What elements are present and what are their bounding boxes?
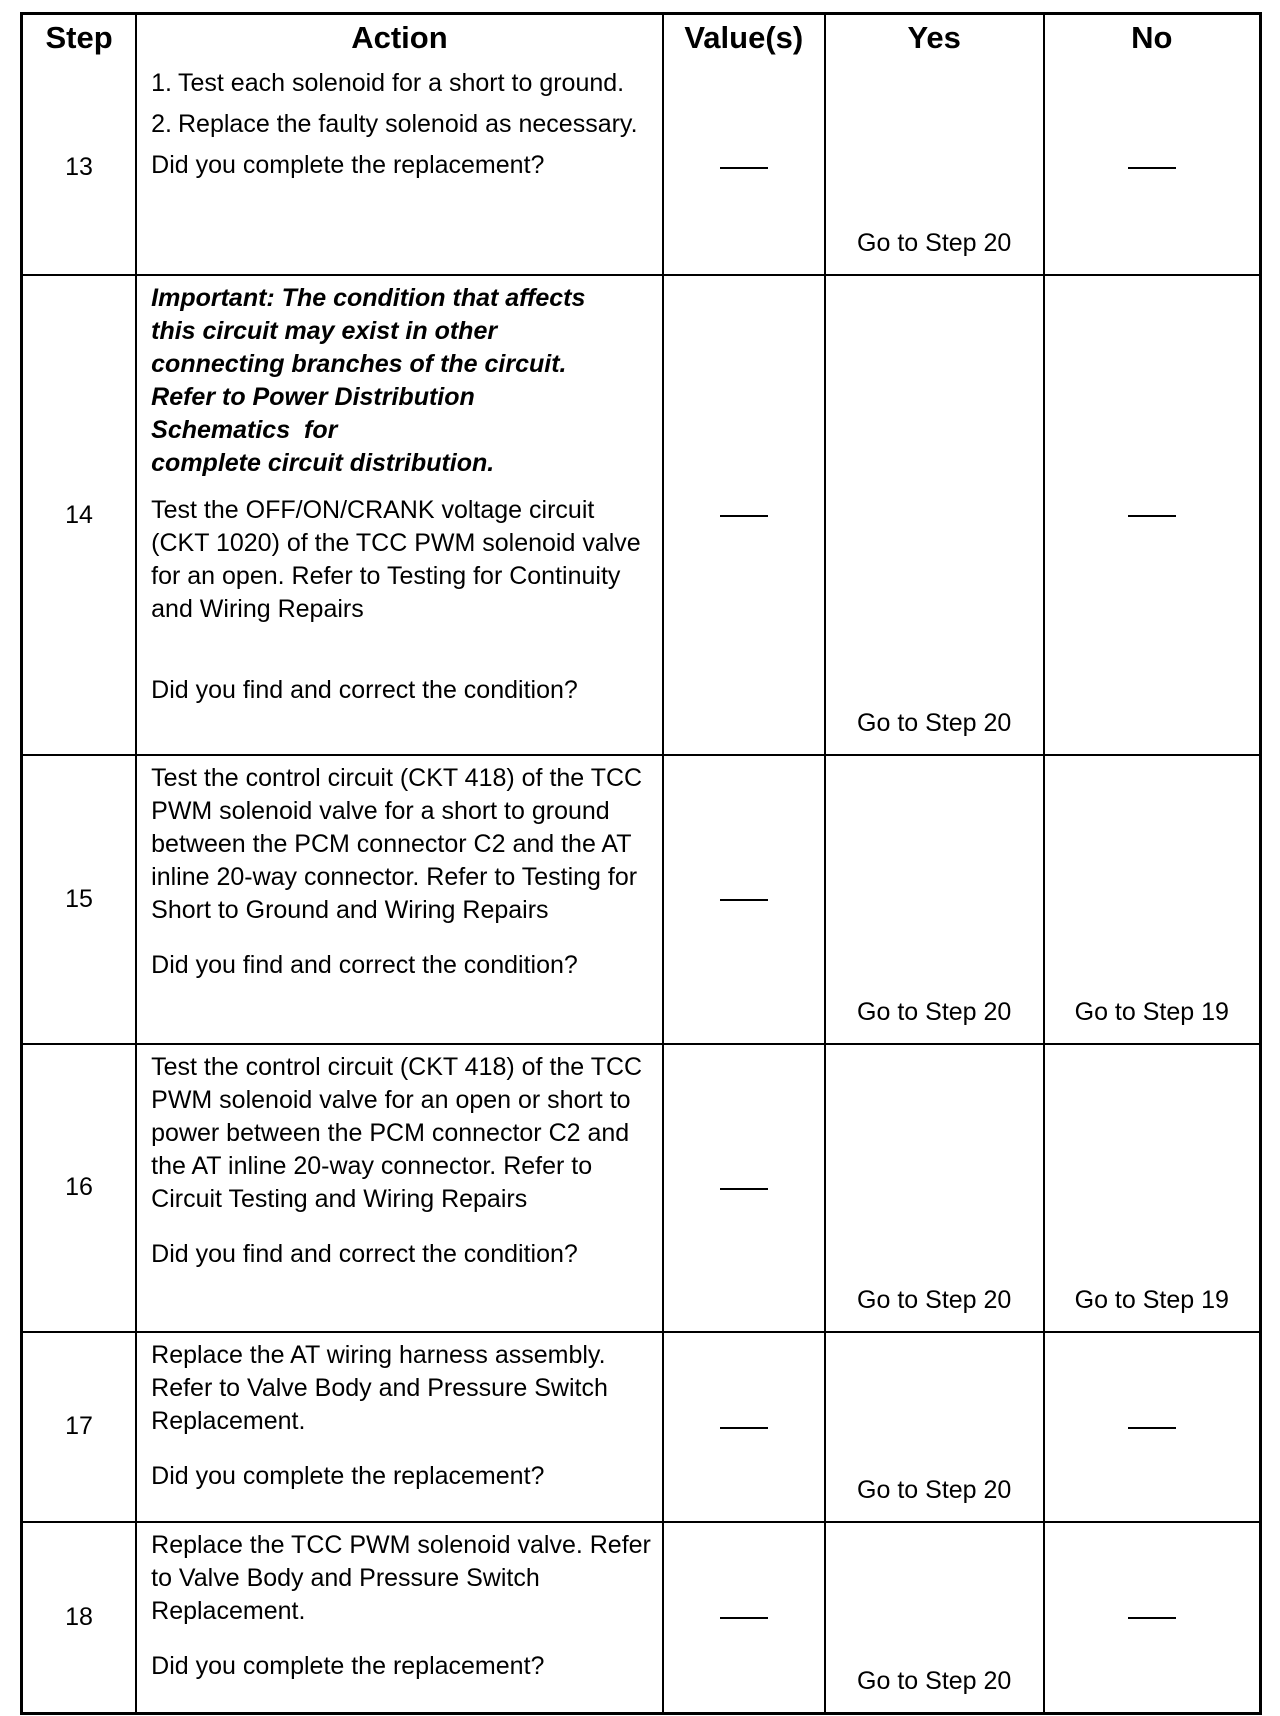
yes-cell: Go to Step 20 — [825, 755, 1044, 1043]
table-row — [23, 275, 1259, 755]
no-cell: Go to Step 19 — [1044, 1044, 1259, 1332]
dash-mark — [720, 515, 768, 517]
dash-mark — [720, 1427, 768, 1429]
header-yes: Yes — [825, 15, 1044, 61]
step-number: 15 — [23, 755, 136, 1043]
item-text: Test each solenoid for a short to ground. — [178, 69, 625, 97]
item-number: 1. — [151, 69, 172, 97]
dash-mark — [1128, 1427, 1176, 1429]
action-body: Replace the AT wiring harness assembly. Refer to Valve Body and Pressure Switch Replacement. — [151, 1340, 608, 1435]
value-cell — [663, 1044, 825, 1332]
action-body: Replace the TCC PWM solenoid valve. Refer to Valve Body and Pressure Switch Replacement. — [151, 1530, 651, 1625]
action-question: Did you find and correct the condition? — [151, 951, 578, 980]
dash-mark — [720, 1617, 768, 1619]
table-row — [23, 61, 1259, 275]
important-line: connecting branches of the circuit. — [151, 350, 567, 379]
dash-mark — [720, 167, 768, 169]
header-action: Action — [136, 15, 663, 61]
dash-mark — [1128, 515, 1176, 517]
important-line: Refer to Power Distribution — [151, 383, 475, 412]
action-body: Test the OFF/ON/CRANK voltage circuit (CKT 1020) of the TCC PWM solenoid valve for an open. Refer to Testing for Continuity and Wiring Repairs — [151, 496, 641, 624]
action-question: Did you find and correct the condition? — [151, 676, 578, 705]
action-question: Did you complete the replacement? — [151, 1461, 545, 1490]
table-row — [23, 755, 1259, 1043]
dash-mark — [720, 899, 768, 901]
action-question: Did you complete the replacement? — [151, 151, 545, 179]
value-cell — [663, 275, 825, 755]
step-number: 17 — [23, 1332, 136, 1522]
item-text: Replace the faulty solenoid as necessary. — [178, 110, 638, 138]
table-row — [23, 1522, 1259, 1712]
value-cell — [663, 1522, 825, 1712]
table-row — [23, 1332, 1259, 1522]
action-cell — [136, 1332, 663, 1522]
value-cell — [663, 61, 825, 275]
action-cell — [136, 1044, 663, 1332]
no-cell — [1044, 275, 1259, 755]
action-cell — [136, 1522, 663, 1712]
diagnostic-table-document — [20, 12, 1262, 1715]
table-row — [23, 1044, 1259, 1332]
dash-mark — [720, 1188, 768, 1190]
dash-mark — [1128, 167, 1176, 169]
item-number: 2. — [151, 110, 172, 138]
no-cell — [1044, 1332, 1259, 1522]
action-cell — [136, 61, 663, 275]
no-cell — [1044, 61, 1259, 275]
no-cell — [1044, 1522, 1259, 1712]
action-question: Did you complete the replacement? — [151, 1651, 545, 1680]
action-list-item — [151, 108, 652, 141]
step-number: 14 — [23, 275, 136, 755]
value-cell — [663, 755, 825, 1043]
important-note — [151, 282, 652, 480]
yes-cell: Go to Step 20 — [825, 1044, 1044, 1332]
yes-cell: Go to Step 20 — [825, 275, 1044, 755]
important-line: this circuit may exist in other — [151, 317, 498, 346]
action-body: Test the control circuit (CKT 418) of the TCC PWM solenoid valve for a short to ground between the PCM connector C2 and the AT inline 20-way connector. Refer to Testing for Short to Ground and Wiring Repairs — [151, 764, 643, 925]
action-list-item — [151, 67, 652, 100]
important-line: complete circuit distribution. — [151, 449, 495, 478]
header-no: No — [1044, 15, 1259, 61]
step-number: 13 — [23, 61, 136, 275]
header-row — [23, 15, 1259, 61]
action-cell — [136, 755, 663, 1043]
step-number: 16 — [23, 1044, 136, 1332]
diagnostic-table — [23, 15, 1259, 1712]
yes-cell: Go to Step 20 — [825, 1332, 1044, 1522]
header-values: Value(s) — [663, 15, 825, 61]
action-body: Test the control circuit (CKT 418) of the TCC PWM solenoid valve for an open or short to power between the PCM connector C2 and the AT inline 20-way connector. Refer to Circuit Testing and Wiring Repairs — [151, 1052, 643, 1213]
yes-cell: Go to Step 20 — [825, 1522, 1044, 1712]
header-step: Step — [23, 15, 136, 61]
no-cell: Go to Step 19 — [1044, 755, 1259, 1043]
important-line: Schematics for — [151, 416, 338, 445]
value-cell — [663, 1332, 825, 1522]
yes-cell: Go to Step 20 — [825, 61, 1044, 275]
action-cell — [136, 275, 663, 755]
important-line: Important: The condition that affects — [151, 284, 586, 313]
step-number: 18 — [23, 1522, 136, 1712]
action-question: Did you find and correct the condition? — [151, 1239, 578, 1268]
dash-mark — [1128, 1617, 1176, 1619]
